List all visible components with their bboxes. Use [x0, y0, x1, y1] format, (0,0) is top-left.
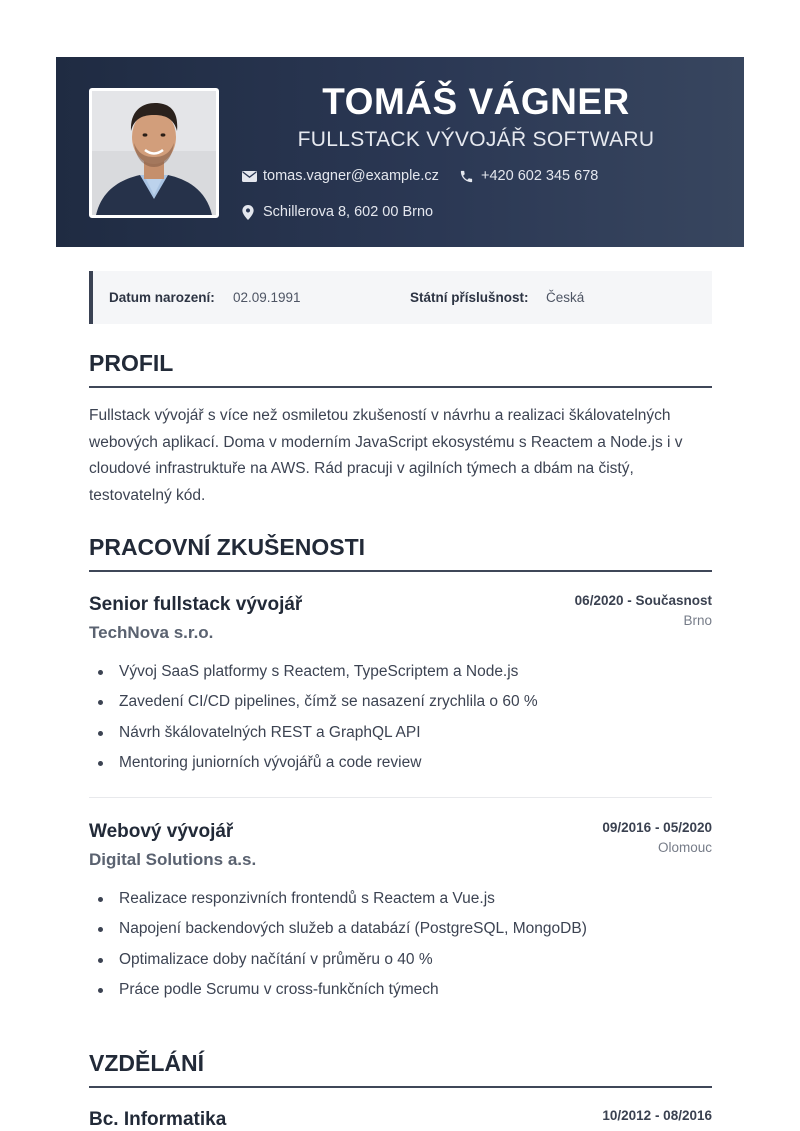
list-item: Práce podle Scrumu v cross-funkčních týmech — [119, 975, 712, 1005]
company-1: TechNova s.r.o. — [89, 623, 214, 642]
job-location-2: Olomouc — [657, 840, 712, 855]
profile-paragraph: Fullstack vývojář s více než osmiletou zkušeností v návrhu a realizaci škálovatelných webových aplikací. Doma v moderním JavaScript ekosystému s Reactem a Node.js i v cloudové infrastruktuře na AWS. Rád pracuji v agilních týmech a dbám na čistý, testovatelný kód. — [89, 407, 683, 504]
job-location-1: Brno — [683, 613, 712, 628]
candidate-name: TOMÁŠ VÁGNER — [322, 81, 630, 122]
company-2: Digital Solutions a.s. — [89, 850, 257, 869]
job-dates-2: 09/2016 - 05/2020 — [602, 820, 712, 835]
birth-date-label: Datum narození: — [109, 290, 215, 305]
list-item: Mentoring juniorních vývojářů a code review — [119, 748, 712, 778]
address-text: Schillerova 8, 602 00 Brno — [263, 204, 434, 220]
list-item: Optimalizace doby načítání v průměru o 40 % — [119, 945, 712, 975]
address-contact — [242, 204, 433, 220]
job-dates-1: 06/2020 - Současnost — [574, 593, 712, 608]
list-item: Realizace responzivních frontendů s Reactem a Vue.js — [119, 884, 712, 914]
nationality-label: Státní příslušnost: — [410, 290, 529, 305]
header-banner — [56, 57, 744, 247]
section-title-experience: PRACOVNÍ ZKUŠENOSTI — [89, 534, 712, 572]
phone-text: +420 602 345 678 — [481, 168, 599, 184]
list-item: Zavedení CI/CD pipelines, čímž se nasazení zrychlila o 60 % — [119, 687, 712, 717]
personal-info-bar — [89, 271, 712, 324]
phone-contact[interactable] — [459, 168, 598, 184]
list-item: Návrh škálovatelných REST a GraphQL API — [119, 718, 712, 748]
list-item: Napojení backendových služeb a databází (PostgreSQL, MongoDB) — [119, 914, 712, 944]
education-dates-1: 10/2012 - 08/2016 — [602, 1108, 712, 1123]
nationality-value: Česká — [546, 290, 585, 305]
job-divider — [89, 797, 712, 798]
job-duties-1 — [89, 657, 712, 778]
birth-date-value: 02.09.1991 — [233, 290, 301, 305]
email-contact[interactable] — [242, 168, 439, 184]
section-title-profile: PROFIL — [89, 350, 712, 388]
list-item: Vývoj SaaS platformy s Reactem, TypeScriptem a Node.js — [119, 657, 712, 687]
email-text: tomas.vagner@example.cz — [263, 168, 439, 184]
job-title-2: Webový vývojář — [89, 821, 234, 842]
profile-photo — [89, 88, 219, 218]
phone-icon — [459, 169, 474, 184]
envelope-icon — [242, 171, 257, 182]
map-pin-icon — [242, 205, 254, 220]
job-duties-2 — [89, 884, 712, 1005]
job-title-1: Senior fullstack vývojář — [89, 594, 303, 615]
education-degree-1: Bc. Informatika — [89, 1109, 227, 1130]
candidate-job-title: FULLSTACK VÝVOJÁŘ SOFTWARU — [297, 128, 655, 151]
section-title-education: VZDĚLÁNÍ — [89, 1050, 712, 1088]
